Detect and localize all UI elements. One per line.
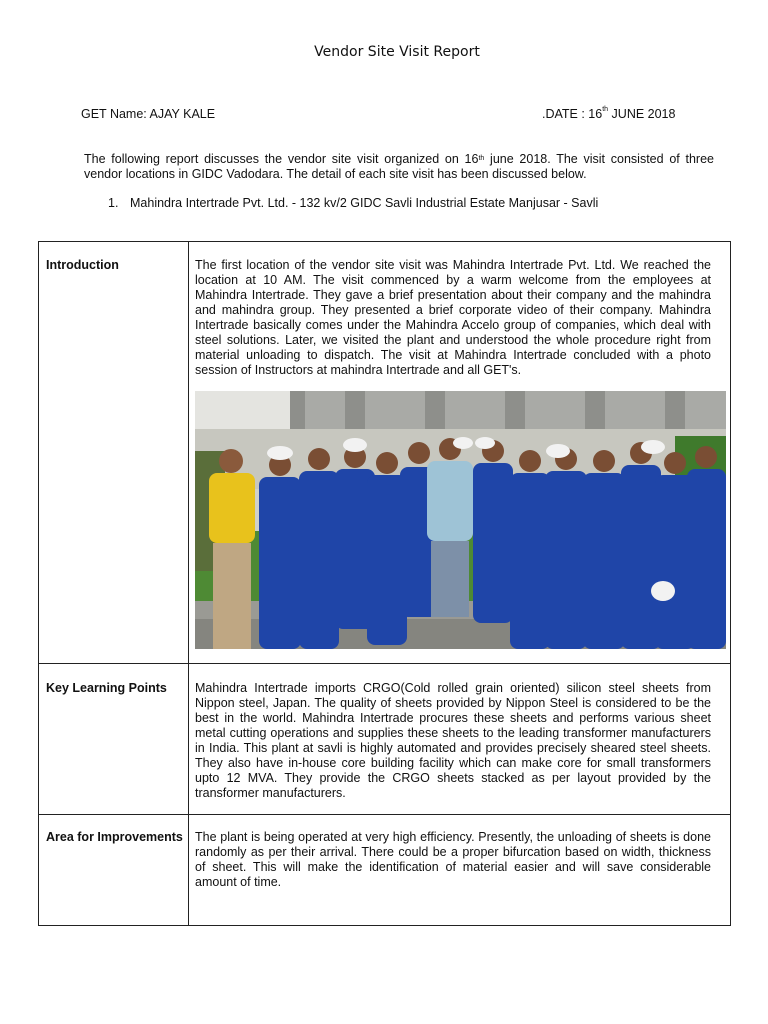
intro-sup: th [478, 155, 485, 162]
row-content: Mahindra Intertrade imports CRGO(Cold rolled grain oriented) silicon steel sheets from Nippon steel, Japan. The quality of sheets provided by Nippon Steel is considered to be the best in the world. Mahindra Intertrade procures these sheets and performs various sheet metal cutting operations and supplies these sheets to the leading transformer manufacturers in India. This plant at savli is highly automated and provides precisely sheared steel sheets. They also have in-house core building facility which can make core for small transformers upto 12 MVA. They provide the CRGO sheets stacked as per layout provided by the transformer manufacturers. [189, 664, 731, 815]
date-suffix-sup: th [602, 106, 609, 113]
introduction-text: The first location of the vendor site visit was Mahindra Intertrade Pvt. Ltd. We reached the location at 10 AM. The visit commenced by a warm welcome from the employees at Mahindra Intertrade. They gave a brief presentation about their company and the mahindra and mahindra group. They presented a brief corporate video of their company. Mahindra Intertrade basically comes under the Mahindra Accelo group of companies, which deal with steel solutions. Later, we visited the plant and understood the whole procedure right from material unloading to dispatch. The visit at Mahindra Intertrade concluded with a photo session of Instructors at mahindra Intertrade and all GET's. [195, 258, 711, 377]
table-row-key-learning [39, 664, 731, 815]
list-text: Mahindra Intertrade Pvt. Ltd. - 132 kv/2 GIDC Savli Industrial Estate Manjusar - Savli [130, 196, 599, 210]
list-number: 1. [108, 196, 119, 210]
row-label: Introduction [39, 242, 189, 664]
report-title: Vendor Site Visit Report [314, 44, 480, 60]
table-row-introduction [39, 242, 731, 664]
intro-paragraph [84, 152, 714, 182]
row-label: Key Learning Points [39, 664, 189, 815]
visit-report-table [38, 241, 731, 926]
date-prefix: .DATE : 16 [542, 107, 603, 121]
group-photo [195, 391, 726, 649]
intro-part1: The following report discusses the vendor site visit organized on 16 [84, 152, 479, 166]
row-content: The plant is being operated at very high efficiency. Presently, the unloading of sheets is done randomly as per their arrival. There could be a proper bifurcation based on width, thickness of sheet. This will make the identification of material easier and will save considerable amount of time. [189, 815, 731, 926]
table-row-improvements [39, 815, 731, 926]
intro-part2: june 2018. The visit consisted of three vendor locations in GIDC Vadodara. The detail of each site visit has been discussed below. [84, 152, 714, 181]
vendor-list-item [108, 196, 598, 210]
row-content [189, 242, 731, 664]
group-photo-illustration [195, 391, 726, 649]
report-date [542, 107, 675, 121]
get-name: GET Name: AJAY KALE [81, 107, 216, 121]
row-label: Area for Improvements [39, 815, 189, 926]
date-rest: JUNE 2018 [608, 107, 676, 121]
